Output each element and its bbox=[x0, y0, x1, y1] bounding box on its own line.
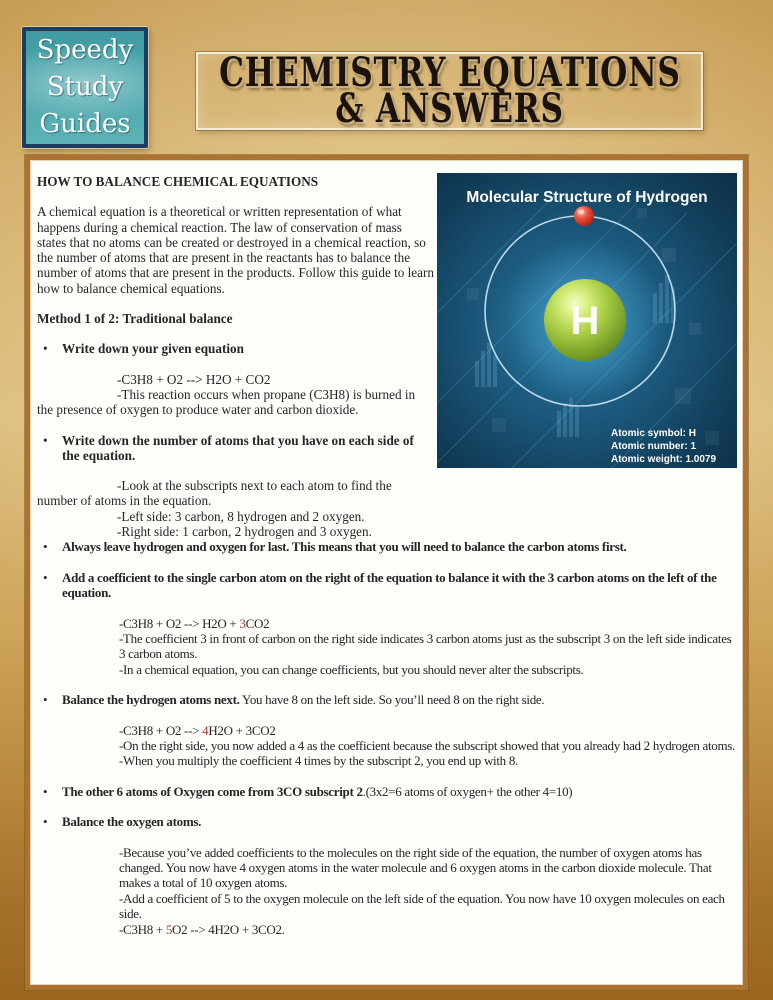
bullet-count-atoms bbox=[37, 433, 434, 464]
equation-pre: -C3H8 + O2 --> H2O + bbox=[119, 615, 240, 631]
equation-coefficient: 4 bbox=[202, 722, 209, 738]
article-bottom-section bbox=[37, 539, 737, 937]
equation-post: O2 --> 4H2O + 3CO2. bbox=[172, 921, 285, 937]
equation-line bbox=[37, 922, 737, 937]
bullet-text: Balance the oxygen atoms. bbox=[62, 814, 202, 830]
subnotes-hydrogen bbox=[37, 723, 737, 769]
note-line: -Left side: 3 carbon, 8 hydrogen and 2 oxygen. bbox=[117, 508, 365, 524]
bullet-oxygen-subscript bbox=[37, 784, 737, 799]
article bbox=[30, 160, 743, 985]
atomic-number-line: Atomic number: 1 bbox=[611, 441, 697, 452]
hydrogen-figure bbox=[437, 173, 737, 468]
page-title-line-2: & ANSWERS bbox=[335, 85, 564, 132]
bullet-text-rest: You have 8 on the left side. So you’ll need 8 on the right side. bbox=[239, 692, 545, 708]
note-line: -Because you’ve added coefficients to the molecules on the right side of the equation, the number of oxygen atoms has changed. You now have 4 oxygen atoms in the water molecule and 6 oxygen atoms in the carbon dioxide molecule. That makes a total of 10 oxygen atoms. bbox=[119, 844, 712, 891]
page-title-line-1: CHEMISTRY EQUATIONS bbox=[218, 49, 681, 96]
note-line: -When you multiply the coefficient 4 times by the subscript 2, you end up with 8. bbox=[119, 753, 518, 769]
equation-pre: -C3H8 + bbox=[119, 921, 166, 937]
article-top-column bbox=[37, 174, 434, 539]
method-heading: Method 1 of 2: Traditional balance bbox=[37, 311, 233, 327]
bullet-leave-h-o-last bbox=[37, 539, 737, 554]
subnotes-carbon bbox=[37, 616, 737, 678]
bullet-text-bold: Balance the hydrogen atoms next. bbox=[62, 692, 240, 708]
intro-paragraph: A chemical equation is a theoretical or written representation of what happens during a chemical reaction. The law of conservation of mass states that no atoms can be created or destroyed in a chemical reaction, so the number of atoms that are present in the reactants has to balance the number of atoms that are present in the products. Follow this guide to learn how to balance chemical equations. bbox=[37, 204, 435, 296]
bullet-text: Write down your given equation bbox=[62, 341, 244, 357]
equation-line: -C3H8 + O2 --> H2O + CO2 bbox=[117, 371, 271, 387]
note-line: -In a chemical equation, you can change coefficients, but you should never alter the subscripts. bbox=[119, 661, 584, 677]
bullet-text-bold: The other 6 atoms of Oxygen come from 3CO subscript 2 bbox=[62, 783, 363, 799]
electron bbox=[574, 206, 594, 226]
note-line: -The coefficient 3 in front of carbon on the right side indicates 3 carbon atoms just as the subscript 3 on the left side indicates 3 carbon atoms. bbox=[119, 630, 732, 662]
bullet-text: Add a coefficient to the single carbon atom on the right of the equation to balance it with the 3 carbon atoms on the left of the equation. bbox=[62, 569, 717, 601]
equation-post: H2O + 3CO2 bbox=[208, 722, 276, 738]
title-banner bbox=[196, 49, 703, 132]
brand-line-3: Guides bbox=[39, 109, 131, 139]
note-line: -Right side: 1 carbon, 2 hydrogen and 3 oxygen. bbox=[117, 524, 372, 540]
equation-coefficient: 3 bbox=[239, 615, 246, 631]
note-line: -Add a coefficient of 5 to the oxygen molecule on the left side of the equation. You now have 10 oxygen molecules on each side. bbox=[119, 890, 725, 922]
equation-coefficient: 5 bbox=[165, 921, 173, 937]
subnotes-equation bbox=[37, 372, 434, 418]
equation-pre: -C3H8 + O2 --> bbox=[119, 722, 203, 738]
note-line: -This reaction occurs when propane (C3H8) is burned in the presence of oxygen to produce water and carbon dioxide. bbox=[37, 386, 416, 418]
bullet-balance-oxygen bbox=[37, 814, 737, 829]
bullet-text-rest: .(3x2=6 atoms of oxygen+ the other 4=10) bbox=[362, 783, 573, 799]
bullet-balance-hydrogen bbox=[37, 692, 737, 707]
bullet-write-equation bbox=[37, 341, 434, 356]
electron-highlight bbox=[578, 210, 585, 215]
brand-line-1: Speedy bbox=[36, 35, 134, 65]
note-line: -On the right side, you now added a 4 as the coefficient because the subscript showed that you already had 2 hydrogen atoms. bbox=[119, 738, 735, 753]
bullet-text: Write down the number of atoms that you have on each side of the equation. bbox=[62, 432, 414, 463]
content-panel bbox=[25, 155, 748, 990]
element-symbol: H bbox=[570, 299, 600, 343]
subnotes-count-atoms bbox=[37, 478, 434, 539]
equation-line bbox=[37, 723, 737, 738]
article-heading: HOW TO BALANCE CHEMICAL EQUATIONS bbox=[37, 174, 319, 189]
note-line: -Look at the subscripts next to each atom to find the number of atoms in the equation. bbox=[37, 478, 392, 509]
figure-title: Molecular Structure of Hydrogen bbox=[466, 189, 708, 206]
subnotes-oxygen bbox=[37, 845, 737, 937]
atomic-symbol-line: Atomic symbol: H bbox=[611, 428, 697, 439]
equation-line bbox=[37, 616, 737, 631]
brand-logo bbox=[22, 27, 148, 148]
bullet-add-coefficient bbox=[37, 570, 737, 601]
hydrogen-diagram bbox=[437, 173, 737, 468]
brand-line-2: Study bbox=[46, 72, 124, 102]
equation-post: CO2 bbox=[245, 615, 270, 631]
bullet-text: Always leave hydrogen and oxygen for last. This means that you will need to balance the carbon atoms first. bbox=[62, 539, 627, 555]
atomic-weight-line: Atomic weight: 1.0079 bbox=[611, 454, 717, 465]
